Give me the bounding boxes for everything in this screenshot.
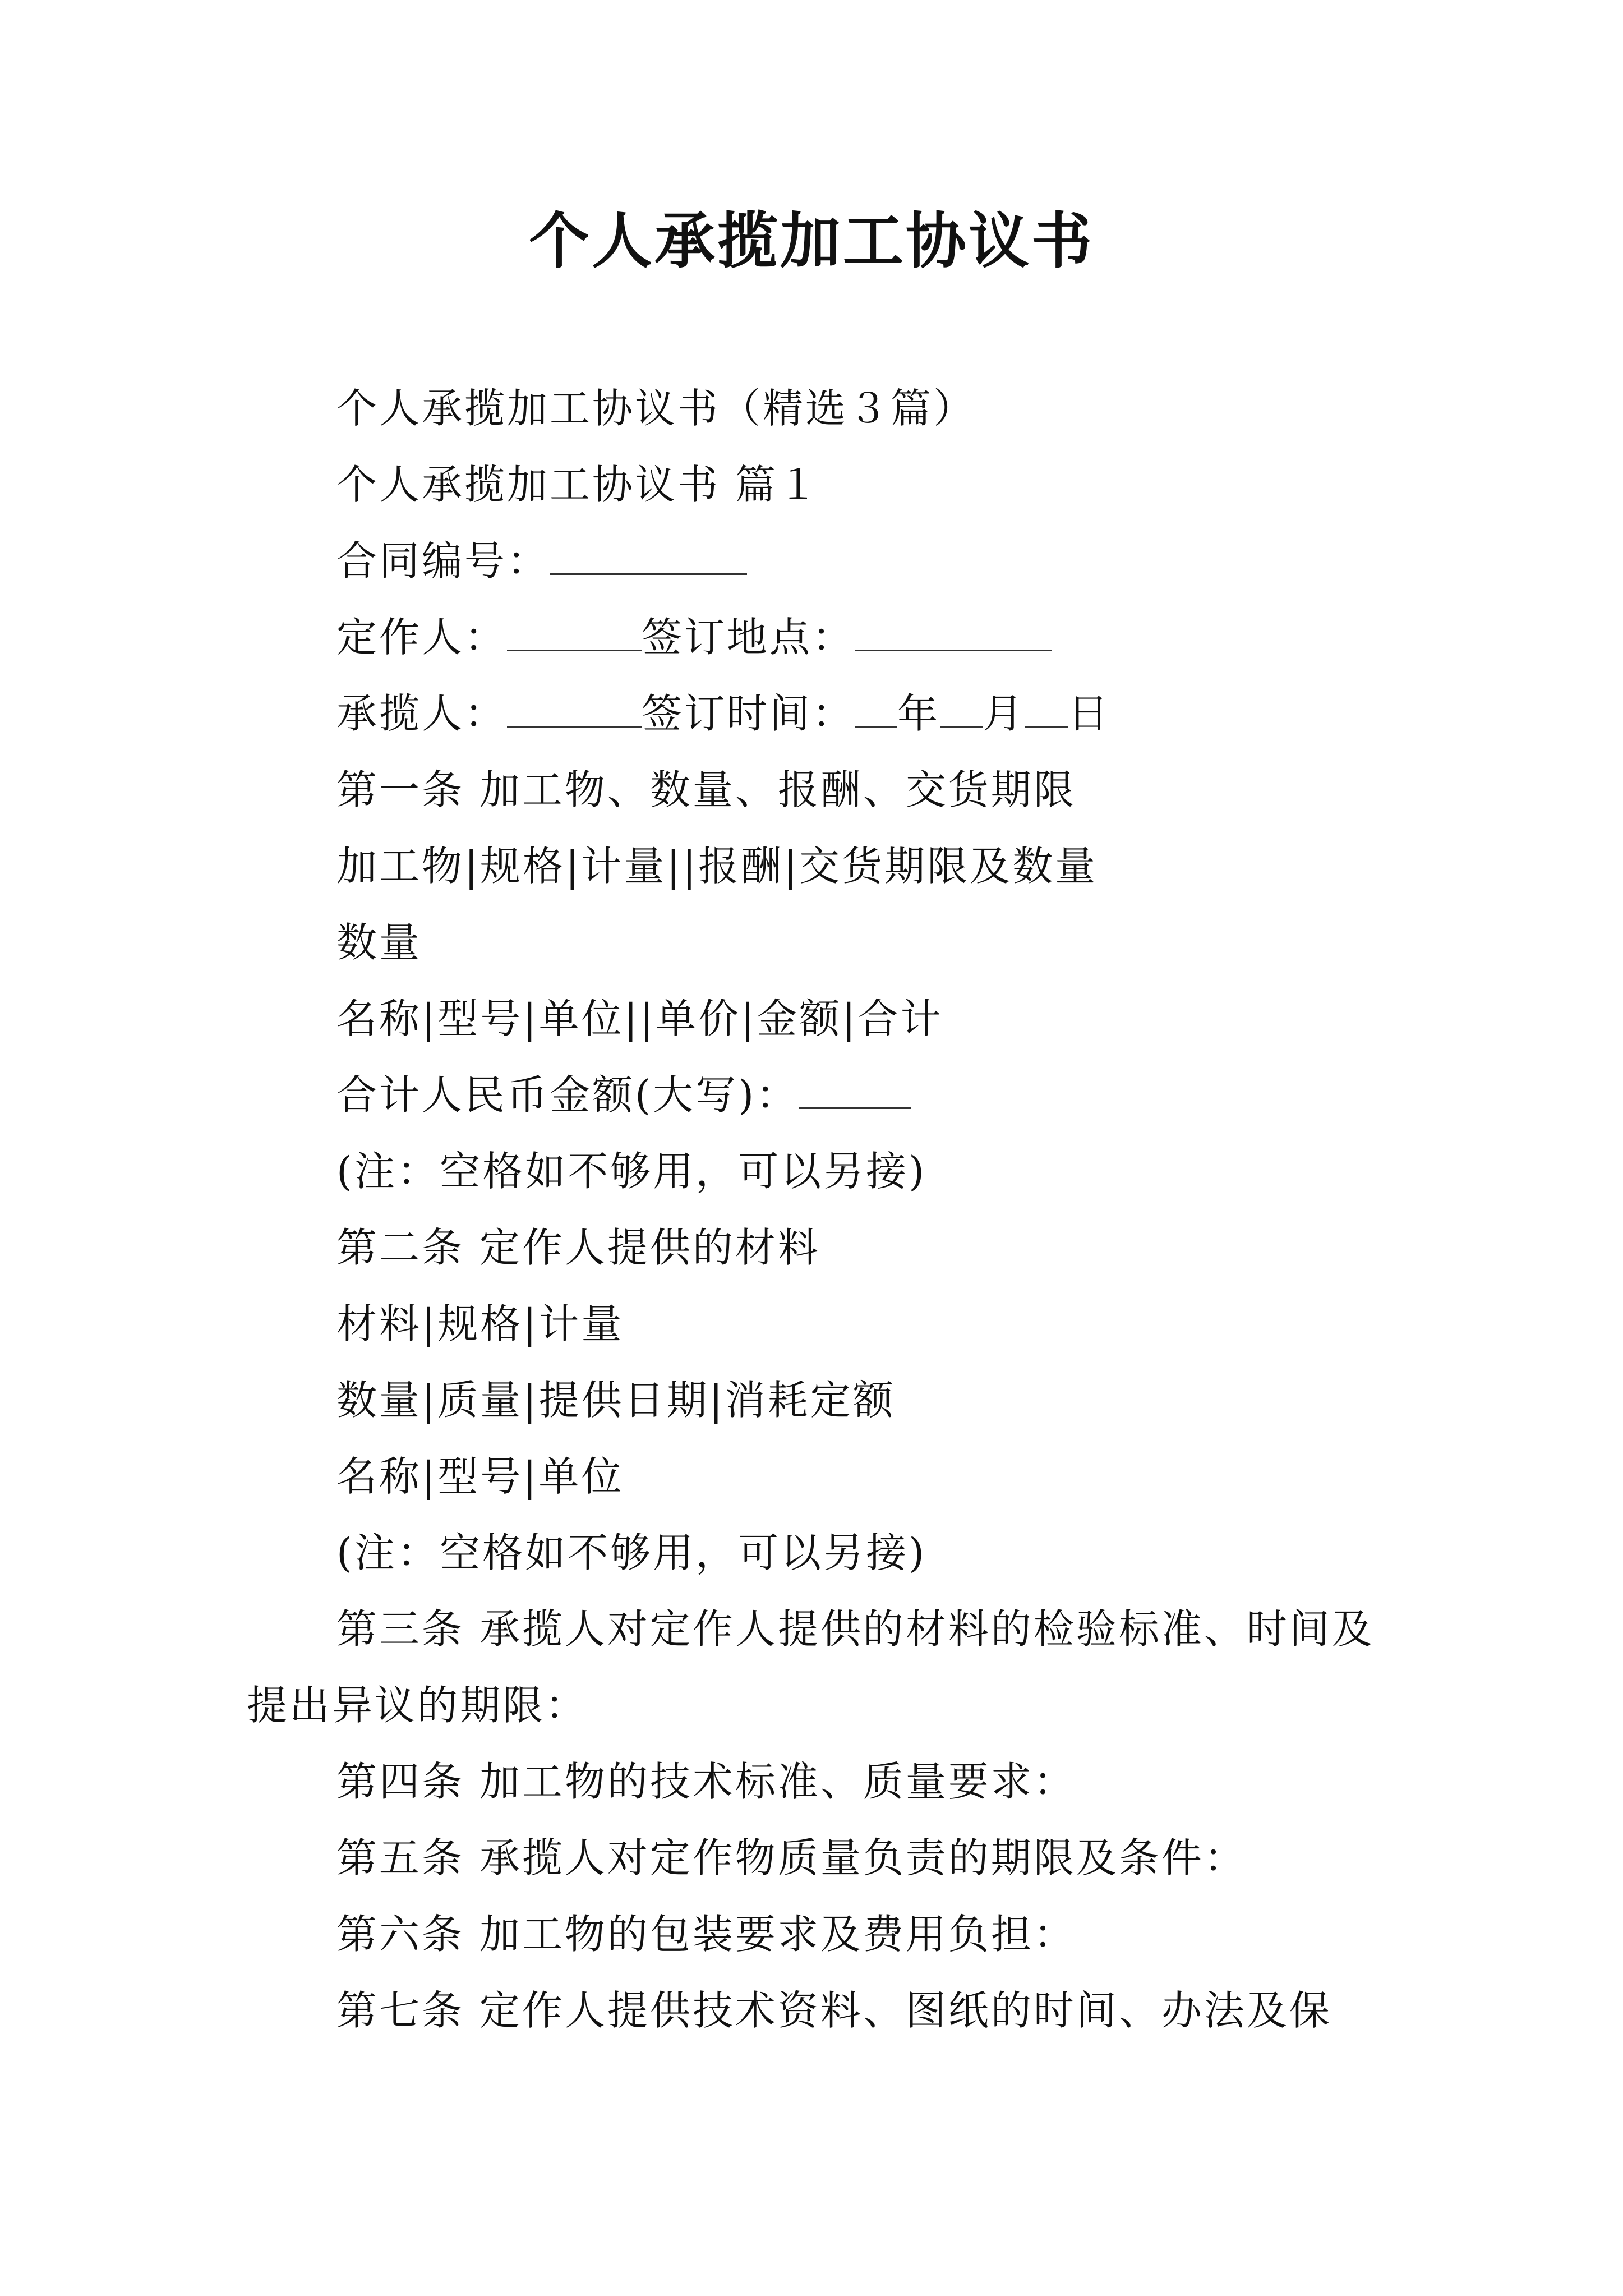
article-2-row-3: 名称|型号|单位 [336, 1453, 624, 1500]
year-blank[interactable] [855, 692, 897, 728]
contract-number-line [247, 523, 1380, 599]
contract-number-blank[interactable] [550, 540, 747, 575]
article-2-row-1: 材料|规格|计量 [336, 1300, 624, 1347]
owner-label: 定作人： [336, 614, 508, 661]
article-6: 第六条 加工物的包装要求及费用负担： [336, 1911, 1076, 1958]
month-blank[interactable] [940, 692, 983, 728]
article-1: 第一条 加工物、数量、报酬、交货期限 [336, 766, 1076, 813]
owner-blank[interactable] [507, 616, 642, 651]
day-blank[interactable] [1025, 692, 1068, 728]
article-4: 第四条 加工物的技术标准、质量要求： [336, 1758, 1076, 1805]
subtitle: 个人承揽加工协议书（精选３篇） [336, 385, 976, 432]
document-title: 个人承揽加工协议书 [528, 206, 1094, 277]
article-7: 第七条 定作人提供技术资料、图纸的时间、办法及保 [336, 1987, 1332, 2034]
sign-place-label: 签订地点： [642, 614, 855, 661]
contractor-label: 承揽人： [336, 690, 508, 737]
article-1-table-columns: 名称|型号|单位||单价|金额|合计 [336, 995, 943, 1042]
article-2-row-2: 数量|质量|提供日期|消耗定额 [336, 1377, 896, 1424]
document-body [247, 370, 1380, 2049]
article-2: 第二条 定作人提供的材料 [336, 1224, 820, 1271]
sign-time-label: 签订时间： [642, 690, 855, 737]
article-3: 第三条 承揽人对定作人提供的材料的检验标准、时间及提出异议的期限： [247, 1605, 1375, 1729]
article-1-quantity: 数量 [336, 919, 422, 966]
total-amount-line [247, 1057, 1380, 1133]
article-5: 第五条 承揽人对定作物质量负责的期限及条件： [336, 1834, 1247, 1881]
day-label: 日 [1068, 690, 1111, 737]
owner-line [247, 599, 1380, 675]
section-heading: 个人承揽加工协议书 篇１ [336, 461, 820, 508]
contractor-line [247, 675, 1380, 752]
article-1-table-header: 加工物|规格|计量||报酬|交货期限及数量 [336, 843, 1098, 890]
contractor-blank[interactable] [507, 692, 642, 728]
note-1: (注：空格如不够用，可以另接) [336, 1148, 927, 1195]
contract-number-label: 合同编号： [336, 537, 550, 585]
month-label: 月 [983, 690, 1026, 737]
note-2: (注：空格如不够用，可以另接) [336, 1529, 927, 1576]
sign-place-blank[interactable] [855, 616, 1052, 651]
year-label: 年 [897, 690, 940, 737]
total-amount-label: 合计人民币金额(大写)： [336, 1071, 799, 1119]
total-amount-blank[interactable] [799, 1074, 911, 1109]
